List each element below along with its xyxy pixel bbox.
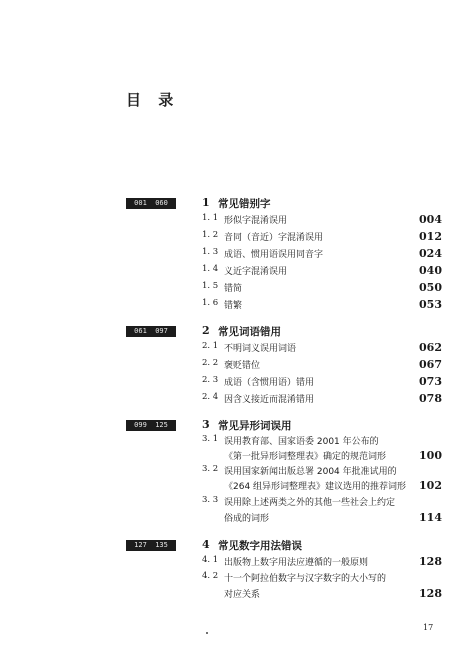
entry-page: 004: [419, 213, 442, 226]
entry-title-line-2: 《264 组异形词整理表》建议选用的推荐词形: [224, 482, 407, 492]
entry-title-line-2: 《第一批异形词整理表》确定的规范词形: [224, 452, 387, 462]
chapter-number: 2: [202, 324, 210, 337]
entry-title: 因含义接近而混淆错用: [224, 395, 315, 405]
entry-number: 2. 2: [202, 358, 219, 368]
entry-title: 错繁: [224, 301, 243, 311]
entry-title: 出版物上数字用法应遵循的一般原则: [224, 558, 369, 568]
chapter-range-badge: 099 125: [126, 420, 176, 431]
chapter-range-badge: 127 135: [126, 540, 176, 551]
entry-title: 成语、惯用语误用同音字: [224, 250, 324, 260]
entry-page: 114: [419, 511, 442, 524]
chapter-range-badge: 061 097: [126, 326, 176, 337]
chapter-number: 1: [202, 196, 210, 209]
entry-page: 073: [419, 375, 442, 388]
entry-number: 4. 1: [202, 555, 219, 565]
entry-title: 成语（含惯用语）错用: [224, 378, 315, 388]
entry-number: 1. 1: [202, 213, 219, 223]
entry-title: 不明词义误用词语: [224, 344, 297, 354]
chapter-number: 4: [202, 538, 210, 551]
entry-number: 1. 3: [202, 247, 219, 257]
entry-title-line-2: 对应关系: [224, 590, 261, 600]
entry-number: 3. 1: [202, 434, 219, 444]
entry-page: 040: [419, 264, 442, 277]
entry-number: 1. 6: [202, 298, 219, 308]
stray-mark: [206, 632, 208, 634]
entry-number: 1. 5: [202, 281, 219, 291]
chapter-title: 常见异形词误用: [218, 420, 292, 432]
entry-title-line-2: 俗成的词形: [224, 514, 270, 524]
entry-number: 1. 4: [202, 264, 219, 274]
entry-page: 050: [419, 281, 442, 294]
entry-number: 4. 2: [202, 571, 219, 581]
entry-page: 012: [419, 230, 442, 243]
entry-title: 音同（音近）字混淆误用: [224, 233, 324, 243]
entry-title: 形似字混淆误用: [224, 216, 288, 226]
entry-number: 1. 2: [202, 230, 219, 240]
entry-title: 十一个阿拉伯数字与汉字数字的大小写的: [224, 574, 387, 584]
entry-page: 067: [419, 358, 442, 371]
chapter-title: 常见错别字: [218, 198, 271, 210]
entry-page: 100: [419, 449, 442, 462]
entry-title: 误用国家新闻出版总署 2004 年批准试用的: [224, 467, 397, 477]
entry-number: 3. 3: [202, 495, 219, 505]
entry-page: 128: [419, 587, 442, 600]
entry-page: 053: [419, 298, 442, 311]
page-title: 目 录: [126, 91, 180, 109]
entry-title: 误用教育部、国家语委 2001 年公布的: [224, 437, 379, 447]
entry-page: 102: [419, 479, 442, 492]
entry-page: 024: [419, 247, 442, 260]
entry-number: 2. 4: [202, 392, 219, 402]
entry-title: 褒贬错位: [224, 361, 261, 371]
entry-number: 2. 3: [202, 375, 219, 385]
entry-number: 2. 1: [202, 341, 219, 351]
chapter-title: 常见数字用法错误: [218, 540, 302, 552]
chapter-range-badge: 001 060: [126, 198, 176, 209]
chapter-title: 常见词语错用: [218, 326, 281, 338]
entry-number: 3. 2: [202, 464, 219, 474]
chapter-number: 3: [202, 418, 210, 431]
entry-title: 义近字混淆误用: [224, 267, 288, 277]
entry-page: 078: [419, 392, 442, 405]
page-number: 17: [423, 623, 434, 632]
entry-title: 误用除上述两类之外的其他一些社会上约定: [224, 498, 396, 508]
entry-title: 错简: [224, 284, 243, 294]
entry-page: 062: [419, 341, 442, 354]
entry-page: 128: [419, 555, 442, 568]
